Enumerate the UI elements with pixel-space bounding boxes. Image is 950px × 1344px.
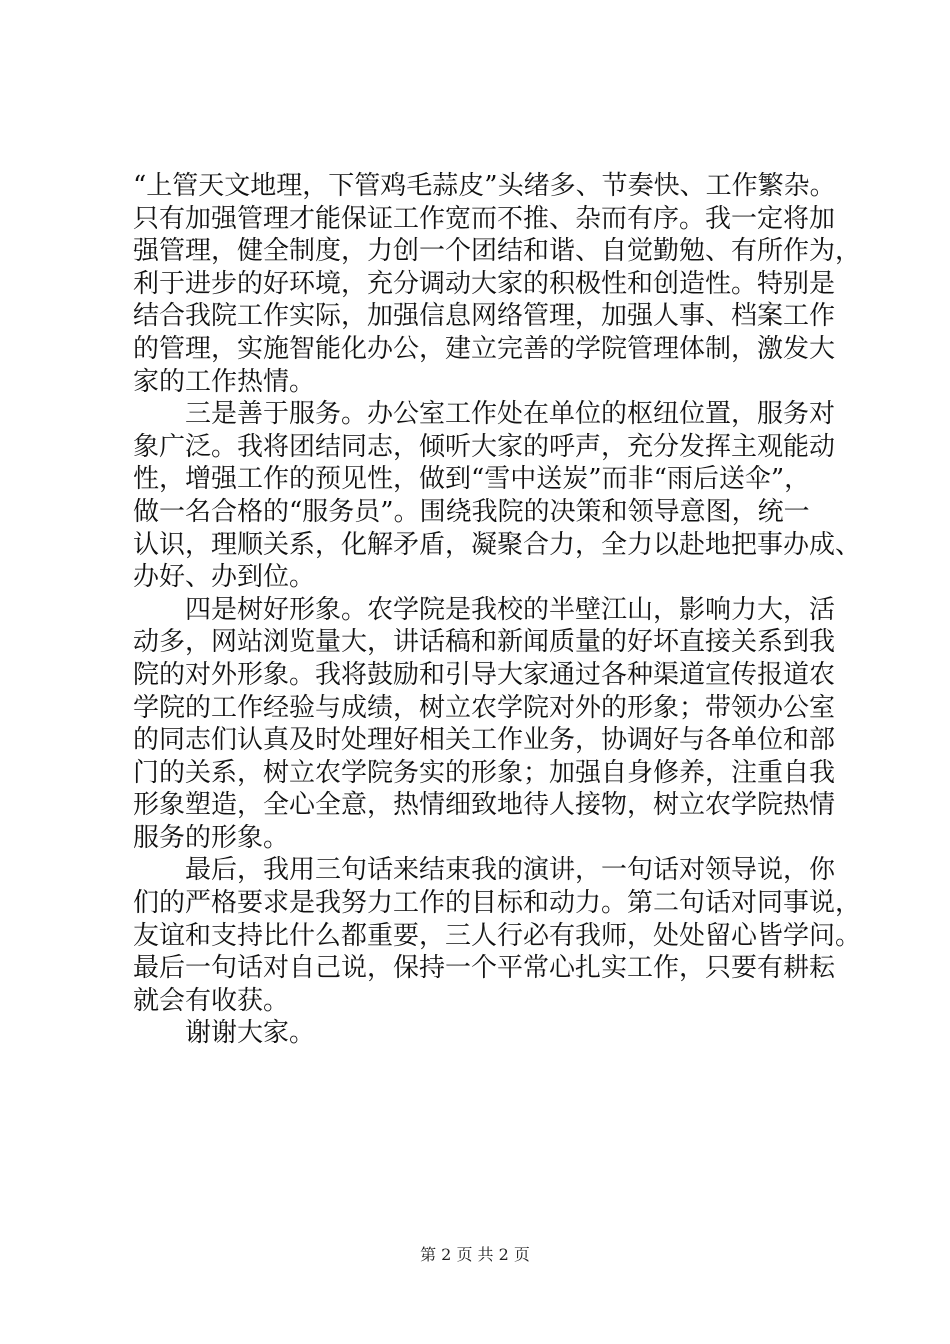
closing-line: 谢谢大家。: [185, 1018, 316, 1049]
text-line: 象广泛。我将团结同志，倾听大家的呼声，充分发挥主观能动: [133, 431, 836, 462]
text-line: 友谊和支持比什么都重要，三人行必有我师，处处留心皆学问。: [133, 920, 862, 951]
text-line: 最后一句话对自己说，保持一个平常心扎实工作，只要有耕耘: [133, 953, 836, 984]
text-line: 服务的形象。: [133, 822, 290, 853]
text-line: 的管理，实施智能化办公，建立完善的学院管理体制，激发大: [133, 333, 836, 364]
paragraph-start-line: 最后，我用三句话来结束我的演讲，一句话对领导说，你: [185, 855, 836, 886]
text-line: 们的严格要求是我努力工作的目标和动力。第二句话对同事说，: [133, 888, 862, 919]
text-line: 利于进步的好环境，充分调动大家的积极性和创造性。特别是: [133, 268, 836, 299]
text-line: 只有加强管理才能保证工作宽而不推、杂而有序。我一定将加: [133, 203, 836, 234]
text-line: 强管理，健全制度，力创一个团结和谐、自觉勤勉、有所作为，: [133, 236, 862, 267]
text-line: 认识，理顺关系，化解矛盾，凝聚合力，全力以赴地把事办成、: [133, 529, 862, 560]
text-line: 做一名合格的“服务员”。围绕我院的决策和领导意图，统一: [133, 496, 810, 527]
text-line: “上管天文地理，下管鸡毛蒜皮”头绪多、节奏快、工作繁杂。: [133, 171, 836, 201]
text-line: 形象塑造，全心全意，热情细致地待人接物，树立农学院热情: [133, 790, 836, 821]
text-line: 家的工作热情。: [133, 366, 316, 397]
text-line: 动多，网站浏览量大，讲话稿和新闻质量的好坏直接关系到我: [133, 627, 836, 658]
text-line: 门的关系，树立农学院务实的形象；加强自身修养，注重自我: [133, 757, 836, 788]
page-number-footer: 第 2 页 共 2 页: [420, 1245, 530, 1264]
text-line: 学院的工作经验与成绩，树立农学院对外的形象；带领办公室: [133, 692, 836, 723]
text-line: 结合我院工作实际，加强信息网络管理，加强人事、档案工作: [133, 301, 836, 332]
text-line: 性，增强工作的预见性，做到“雪中送炭”而非“雨后送伞”，: [133, 464, 811, 495]
text-line: 的同志们认真及时处理好相关工作业务，协调好与各单位和部: [133, 725, 836, 756]
text-line: 办好、办到位。: [133, 562, 316, 593]
text-line: 就会有收获。: [133, 985, 290, 1016]
document-body: [133, 170, 862, 1050]
paragraph-start-line: 四是树好形象。农学院是我校的半壁江山，影响力大，活: [185, 594, 836, 625]
paragraph-start-line: 三是善于服务。办公室工作处在单位的枢纽位置，服务对: [185, 399, 836, 430]
text-line: 院的对外形象。我将鼓励和引导大家通过各种渠道宣传报道农: [133, 659, 836, 690]
